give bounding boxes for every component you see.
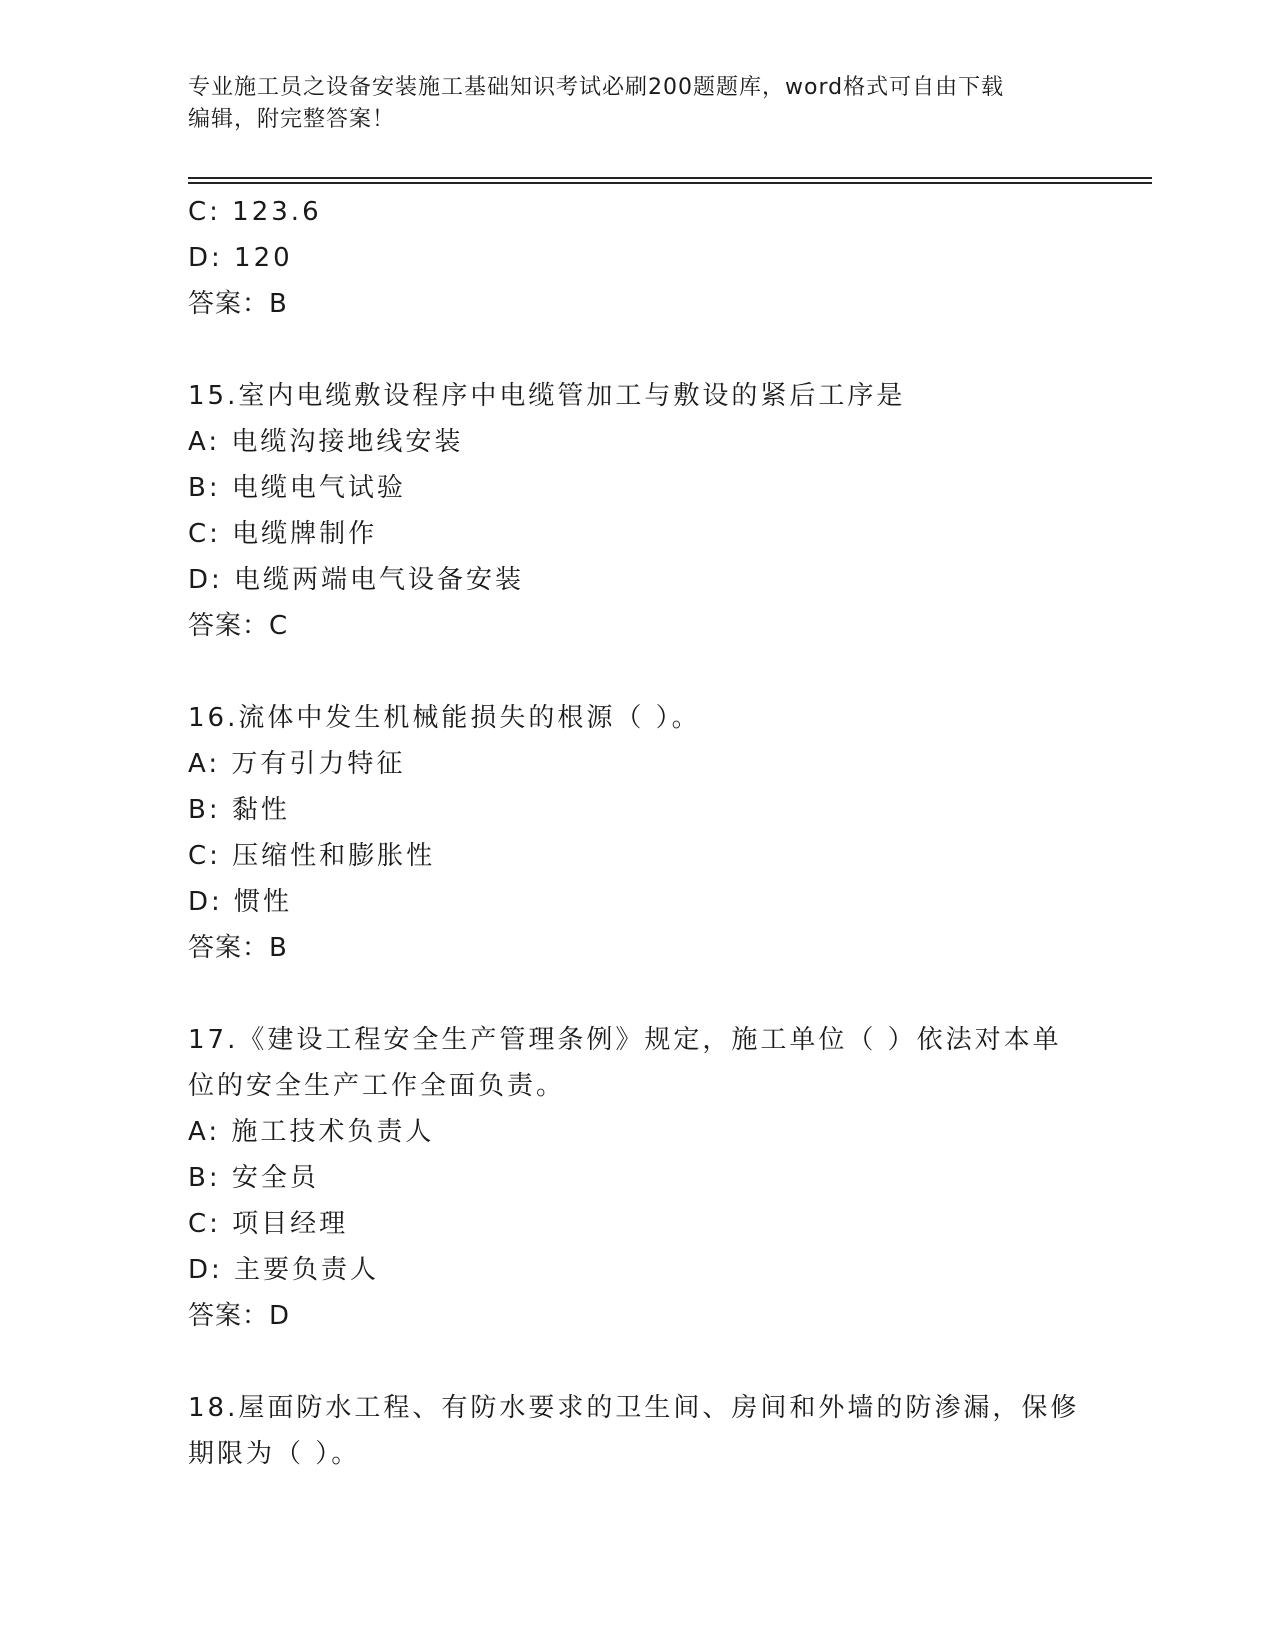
option-a: A: 电缆沟接地线安装	[188, 427, 464, 457]
option-c: C: 压缩性和膨胀性	[188, 841, 436, 871]
question-text-line-1: 18.屋面防水工程、有防水要求的卫生间、房间和外墙的防渗漏，保修	[188, 1393, 1080, 1423]
question-text-line-1: 17.《建设工程安全生产管理条例》规定，施工单位（ ）依法对本单	[188, 1025, 1062, 1055]
answer-line: 答案：B	[188, 933, 288, 963]
option-c: C: 项目经理	[188, 1209, 349, 1239]
question-16	[188, 695, 1108, 971]
question-text: 15.室内电缆敷设程序中电缆管加工与敷设的紧后工序是	[188, 381, 906, 411]
question-text-line-2: 期限为（ ）。	[188, 1439, 361, 1469]
header-line-2: 编辑，附完整答案！	[188, 107, 396, 132]
option-d: D: 主要负责人	[188, 1255, 380, 1285]
document-header	[188, 72, 1088, 136]
answer-line: 答案：C	[188, 611, 289, 641]
option-a: A: 施工技术负责人	[188, 1117, 435, 1147]
question-15	[188, 373, 1108, 649]
option-d: D: 惯性	[188, 887, 293, 917]
option-a: A: 万有引力特征	[188, 749, 406, 779]
option-b: B: 安全员	[188, 1163, 319, 1193]
document-body	[188, 189, 1108, 1477]
question-text: 16.流体中发生机械能损失的根源（ ）。	[188, 703, 701, 733]
option-c: C: 电缆牌制作	[188, 519, 378, 549]
header-divider-bottom	[188, 182, 1152, 184]
header-divider-top	[188, 177, 1152, 179]
question-text-line-2: 位的安全生产工作全面负责。	[188, 1071, 566, 1101]
answer-line: 答案：B	[188, 289, 288, 319]
question-17	[188, 1017, 1108, 1339]
option-d: D: 120	[188, 243, 293, 273]
option-c: C: 123.6	[188, 197, 322, 227]
previous-question-tail	[188, 189, 1108, 327]
option-d: D: 电缆两端电气设备安装	[188, 565, 525, 595]
question-18	[188, 1385, 1108, 1477]
option-b: B: 黏性	[188, 795, 290, 825]
header-line-1: 专业施工员之设备安装施工基础知识考试必刷200题题库，word格式可自由下载	[188, 75, 1005, 100]
option-b: B: 电缆电气试验	[188, 473, 406, 503]
answer-line: 答案：D	[188, 1301, 291, 1331]
